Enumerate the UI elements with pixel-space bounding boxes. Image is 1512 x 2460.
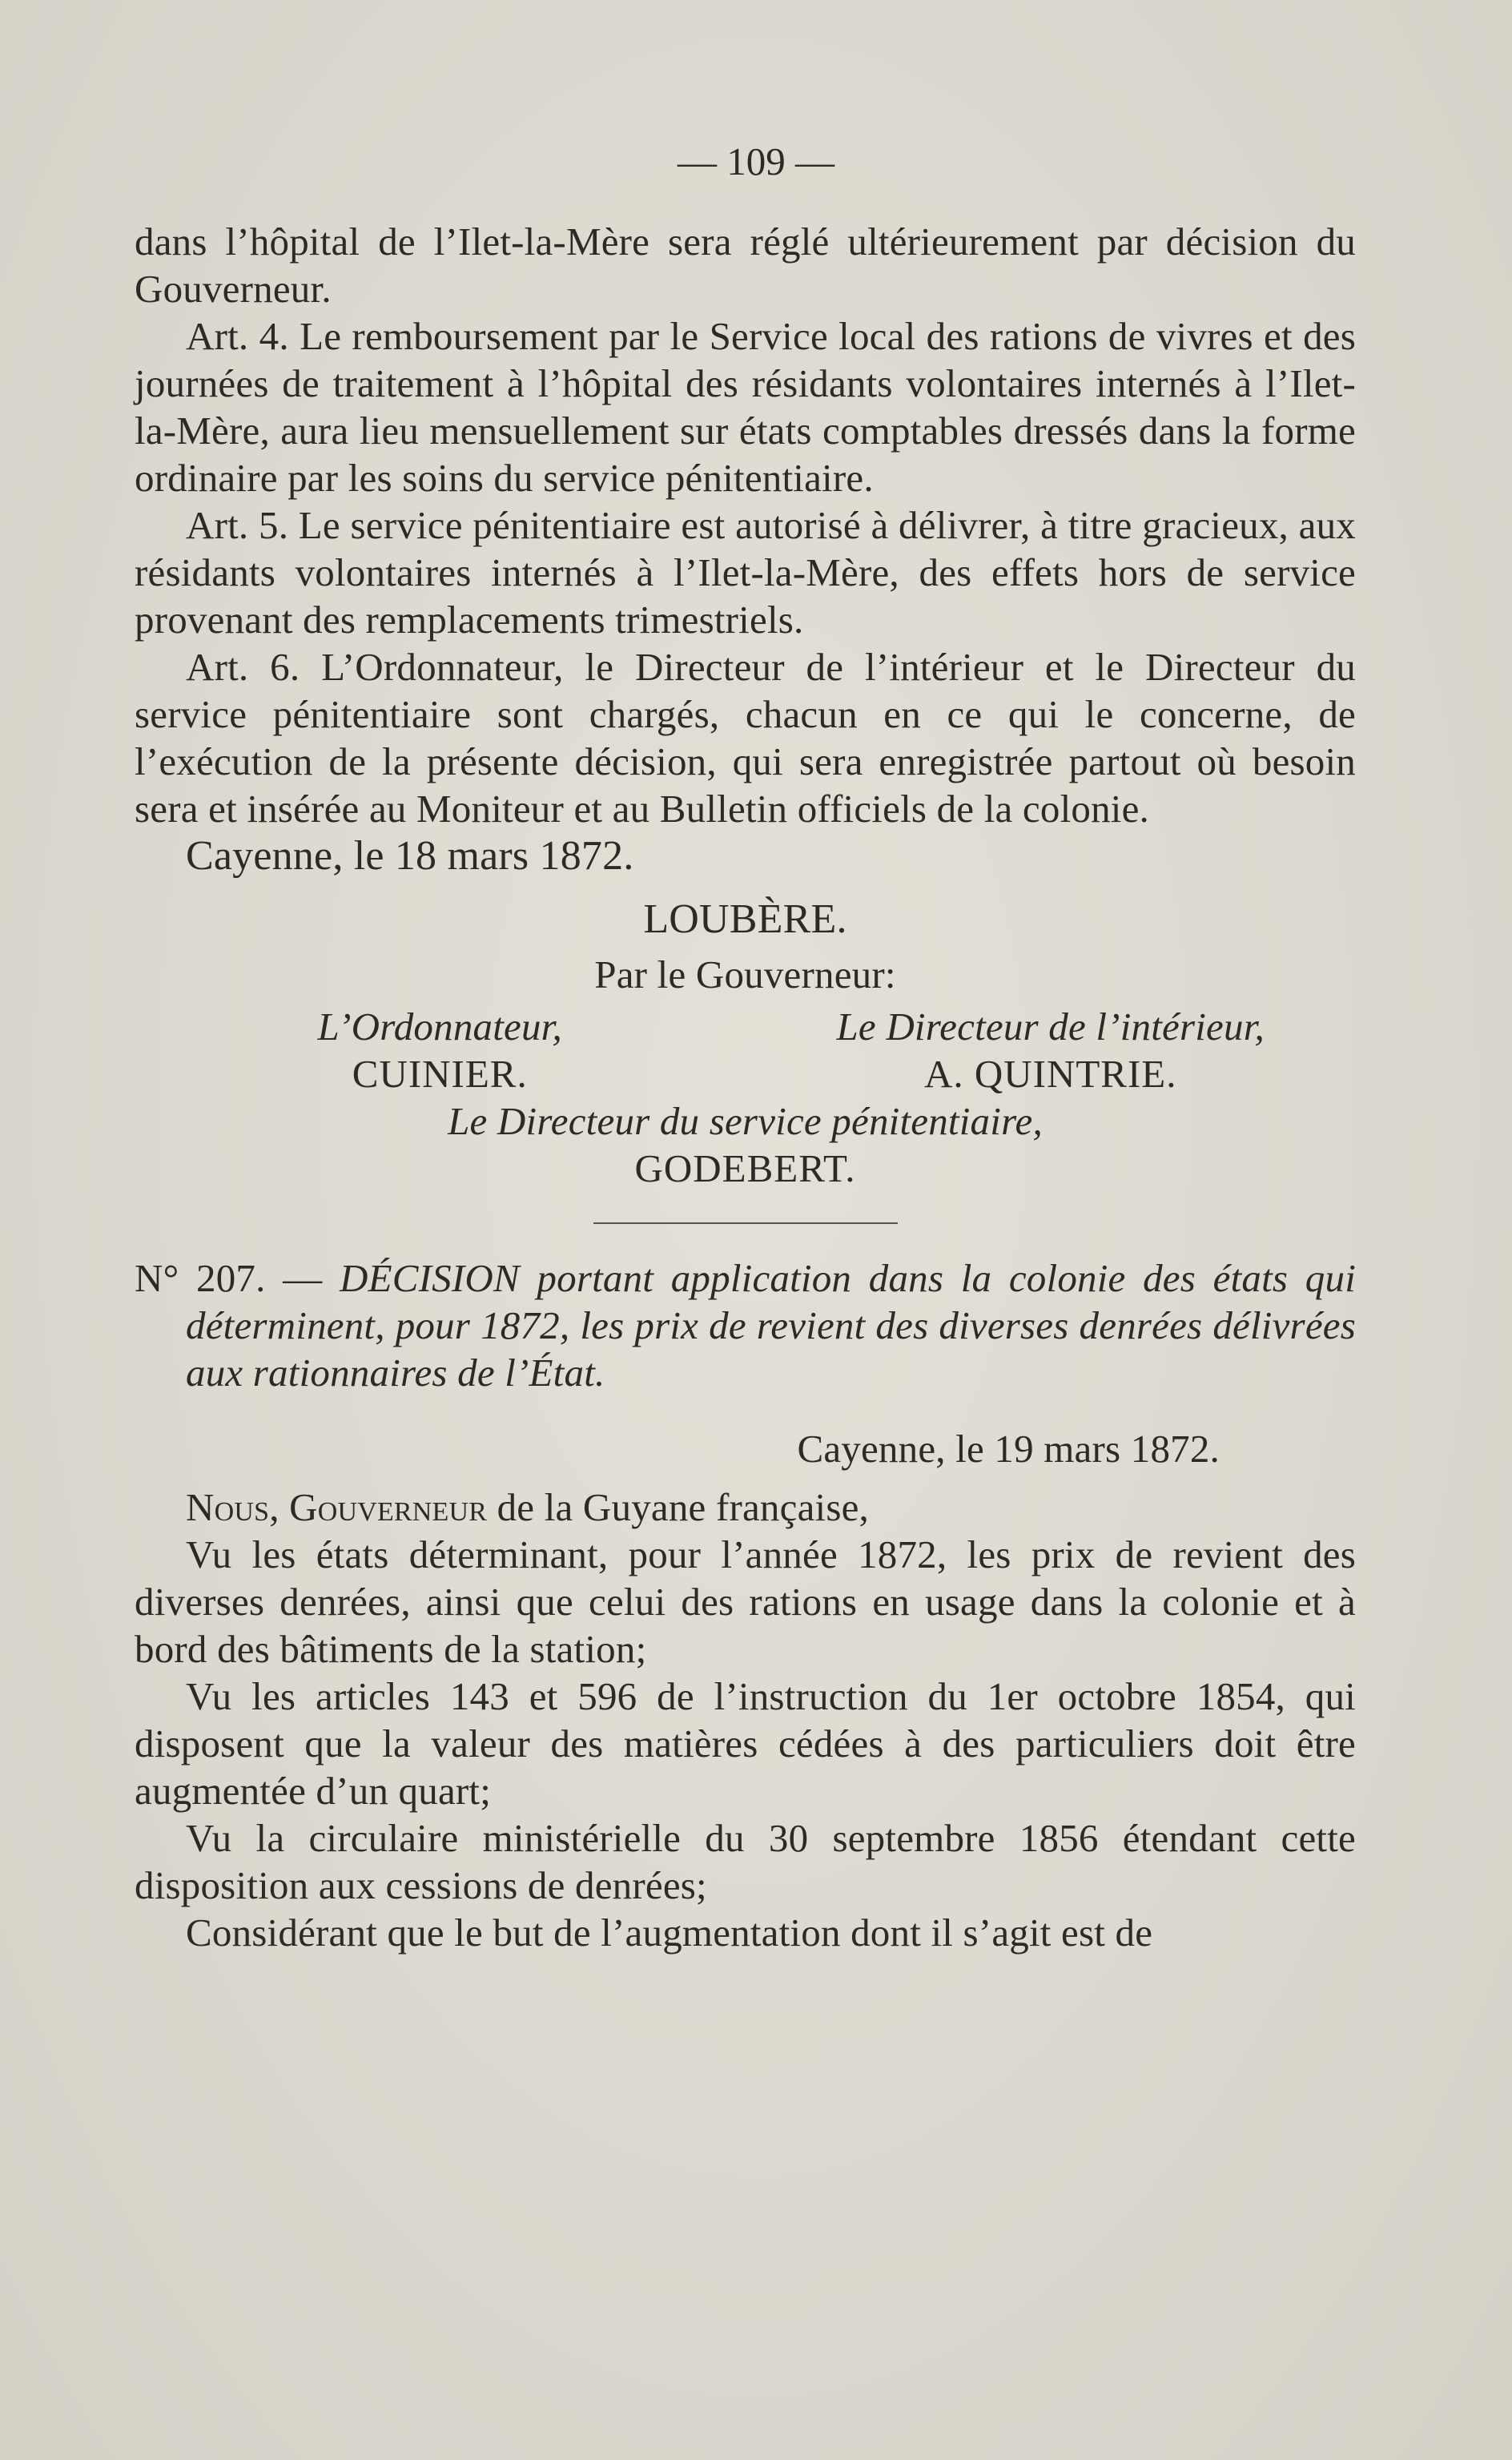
decision-vu-1: Vu les états déterminant, pour l’année 1872, les prix de revient des diverses denrées, ainsi que celui des rations en usage dans la colonie et à bord des bâtiments de la station; <box>135 1532 1356 1671</box>
decision-vu-2: Vu les articles 143 et 596 de l’instruction du 1er octobre 1854, qui disposent que la valeur des matières cédées à des particuliers doit être augmentée d’un quart; <box>135 1674 1356 1813</box>
paragraph-art-5: Art. 5. Le service pénitentiaire est autorisé à délivrer, à titre gracieux, aux résidants volontaires internés à l’Ilet-la-Mère, des effets hors de service provenant des remplacements trimestriels. <box>135 503 1356 642</box>
section-divider <box>593 1222 898 1224</box>
decision-date: Cayenne, le 19 mars 1872. <box>797 1427 1220 1471</box>
paragraph-continuation: dans l’hôpital de l’Ilet-la-Mère sera réglé ultérieurement par décision du Gouverneur. <box>135 219 1356 311</box>
signature-right <box>746 1003 1357 1097</box>
decision-title: DÉCISION portant application dans la colonie des états qui déterminent, pour 1872, les prix de revient des diverses denrées délivrées aux rationnaires de l’État. <box>186 1256 1357 1395</box>
decision-preamble <box>135 1484 1356 1531</box>
decision-considerant: Considérant que le but de l’augmentation dont il s’agit est de <box>186 1910 1153 1955</box>
page-number: — 109 — <box>678 139 834 183</box>
place-date: Cayenne, le 18 mars 1872. <box>186 833 634 879</box>
directeur-interieur-title: Le Directeur de l’intérieur, <box>836 1005 1265 1049</box>
governor-signature: LOUBÈRE. <box>643 896 847 942</box>
ordonnateur-title: L’Ordonnateur, <box>317 1005 562 1049</box>
spacer <box>135 1396 1356 1425</box>
decision-heading <box>135 1254 1356 1396</box>
directeur-penitentiaire-name: GODEBERT. <box>634 1146 856 1190</box>
nous-gouverneur: Nous, Gouverneur <box>186 1485 488 1529</box>
directeur-penitentiaire-title: Le Directeur du service pénitentiaire, <box>448 1099 1043 1143</box>
preamble-rest: de la Guyane française, <box>487 1485 870 1529</box>
signature-left <box>135 1003 746 1097</box>
paragraph-art-4: Art. 4. Le remboursement par le Service local des rations de vivres et des journées de traitement à l’hôpital des résidants volontaires internés à l’Ilet-la-Mère, aura lieu mensuellement sur états comptables dressés dans la forme ordinaire par les soins du service pénitentiaire. <box>135 314 1356 500</box>
paragraph-art-6: Art. 6. L’Ordonnateur, le Directeur de l’intérieur et le Directeur du service pénitentiaire sont chargés, chacun en ce qui le concerne, de l’exécution de la présente décision, qui sera enregistrée partout où besoin sera et insérée au Moniteur et au Bulletin officiels de la colonie. <box>135 645 1356 831</box>
directeur-interieur-name: A. QUINTRIE. <box>924 1052 1177 1096</box>
decision-number: N° 207. — <box>135 1256 323 1300</box>
text-body <box>135 218 1356 1956</box>
ordonnateur-name: CUINIER. <box>352 1052 528 1096</box>
decision-vu-3: Vu la circulaire ministérielle du 30 septembre 1856 étendant cette disposition aux cessions de denrées; <box>135 1816 1356 1907</box>
signature-row <box>135 1003 1356 1097</box>
by-governor: Par le Gouverneur: <box>594 952 896 996</box>
